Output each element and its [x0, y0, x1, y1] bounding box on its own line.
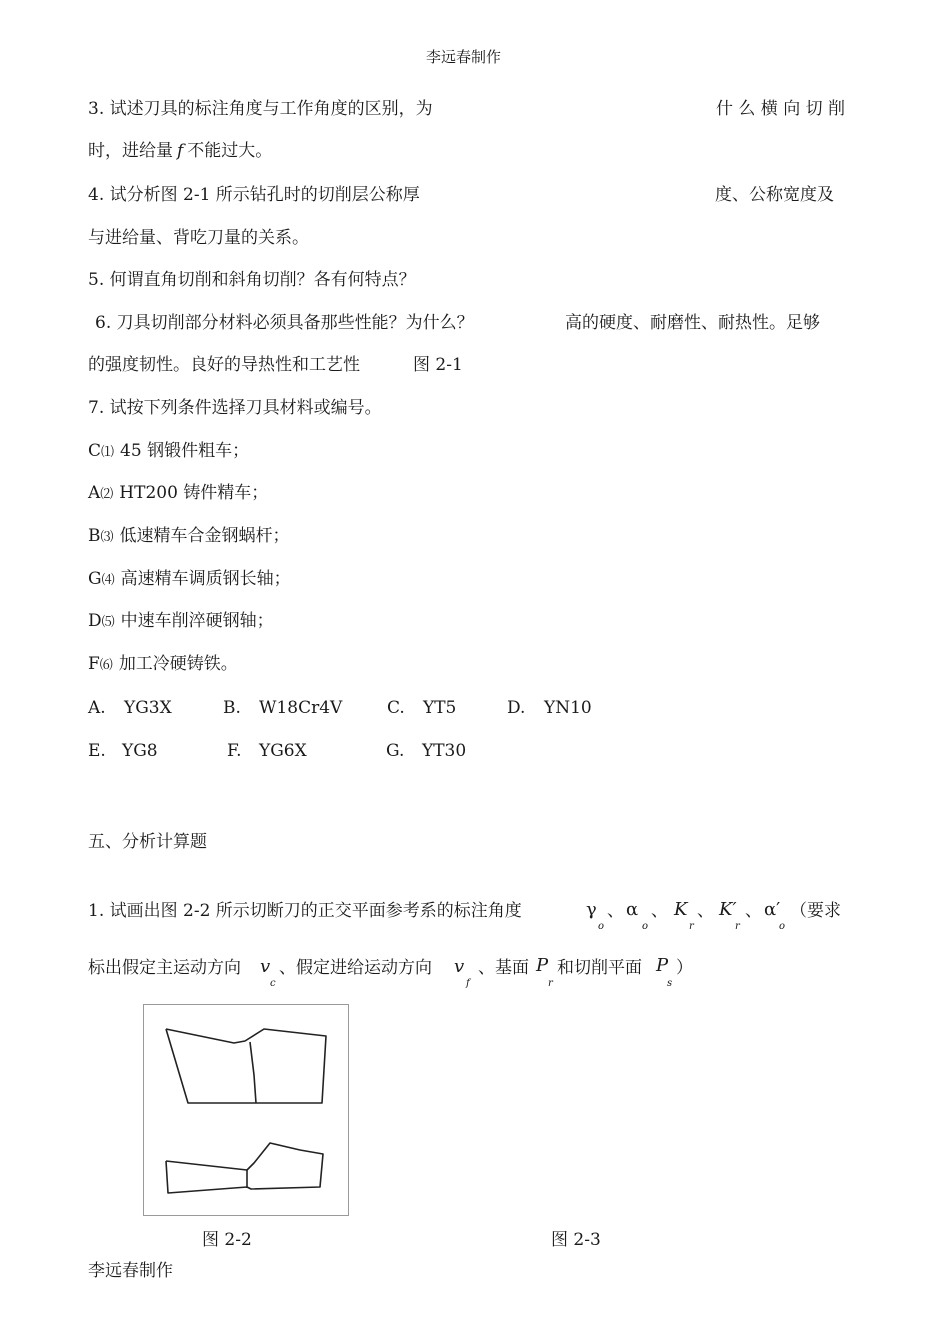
- q4-line1-end: 度、公称宽度及: [715, 185, 834, 205]
- vc-symbol: v: [260, 956, 271, 977]
- pr-symbol: P: [536, 955, 549, 976]
- page-footer: 李远春制作: [88, 1261, 173, 1281]
- q3-line2: 时，进给量 f 不能过大。: [88, 141, 273, 161]
- option-d-value: YN10: [544, 698, 592, 718]
- q5-line1: 5. 何谓直角切削和斜角切削？各有何特点？: [88, 270, 416, 290]
- q6-answer-line1: 高的硬度、耐磨性、耐热性。足够: [565, 313, 820, 333]
- q7-item-2: A⑵ HT200 铸件精车；: [88, 483, 269, 503]
- page-header: 李远春制作: [426, 48, 502, 66]
- option-g-value: YT30: [422, 741, 467, 761]
- q6-line1: 6. 刀具切削部分材料必须具备那些性能？为什么？: [95, 313, 474, 333]
- option-f-value: YG6X: [259, 741, 307, 761]
- figure-2-2: [143, 1004, 349, 1216]
- figure-caption-2-2: 图 2-2: [202, 1230, 252, 1250]
- tool-top-view-divider: [250, 1042, 256, 1103]
- option-c-value: YT5: [423, 698, 457, 718]
- option-f-letter: F.: [227, 741, 242, 761]
- q6-line2: 的强度韧性。良好的导热性和工艺性: [88, 355, 360, 375]
- vf-symbol: v: [454, 956, 465, 977]
- option-e-letter: E.: [88, 741, 106, 761]
- option-b-value: W18Cr4V: [259, 698, 343, 718]
- q7-item-5: D⑸ 中速车削淬硬钢轴；: [88, 611, 274, 631]
- kr-prime-symbol: K′: [719, 899, 737, 920]
- q51-line1: 1. 试画出图 2-2 所示切断刀的正交平面参考系的标注角度: [88, 901, 522, 921]
- q7-item-1: C⑴ 45 钢锻件粗车；: [88, 441, 250, 461]
- feed-symbol: f: [177, 141, 184, 161]
- option-a-letter: A.: [88, 698, 106, 718]
- q7-item-4: G⑷ 高速精车调质钢长轴；: [88, 569, 291, 589]
- option-e-value: YG8: [122, 741, 158, 761]
- q4-line2: 与进给量、背吃刀量的关系。: [88, 228, 309, 248]
- q6-fig-label: 图 2-1: [413, 355, 463, 375]
- q7-item-6: F⑹ 加工冷硬铸铁。: [88, 654, 238, 674]
- option-b-letter: B.: [223, 698, 241, 718]
- q7-item-3: B⑶ 低速精车合金钢蜗杆；: [88, 526, 290, 546]
- figure-caption-2-3: 图 2-3: [551, 1230, 601, 1250]
- kr-symbol: K: [674, 899, 688, 920]
- tool-top-view: [166, 1029, 326, 1103]
- alpha-prime-symbol: α′: [764, 899, 781, 920]
- option-g-letter: G.: [386, 741, 405, 761]
- ps-symbol: P: [656, 955, 669, 976]
- cutoff-tool-drawing: [144, 1005, 350, 1217]
- option-d-letter: D.: [507, 698, 526, 718]
- q4-line1: 4. 试分析图 2-1 所示钻孔时的切削层公称厚: [88, 185, 420, 205]
- q3-line1: 3. 试述刀具的标注角度与工作角度的区别，为: [88, 99, 433, 119]
- option-a-value: YG3X: [124, 698, 172, 718]
- section-title: 五、分析计算题: [88, 832, 207, 852]
- option-c-letter: C.: [387, 698, 405, 718]
- q3-line1-end: 什 么 横 向 切 削: [716, 99, 846, 119]
- q51-line2: 标出假定主运动方向: [88, 958, 241, 978]
- gamma-symbol: γ: [586, 899, 597, 920]
- q7-title: 7. 试按下列条件选择刀具材料或编号。: [88, 398, 382, 418]
- alpha-symbol: α: [626, 899, 639, 920]
- tool-side-view: [166, 1143, 323, 1193]
